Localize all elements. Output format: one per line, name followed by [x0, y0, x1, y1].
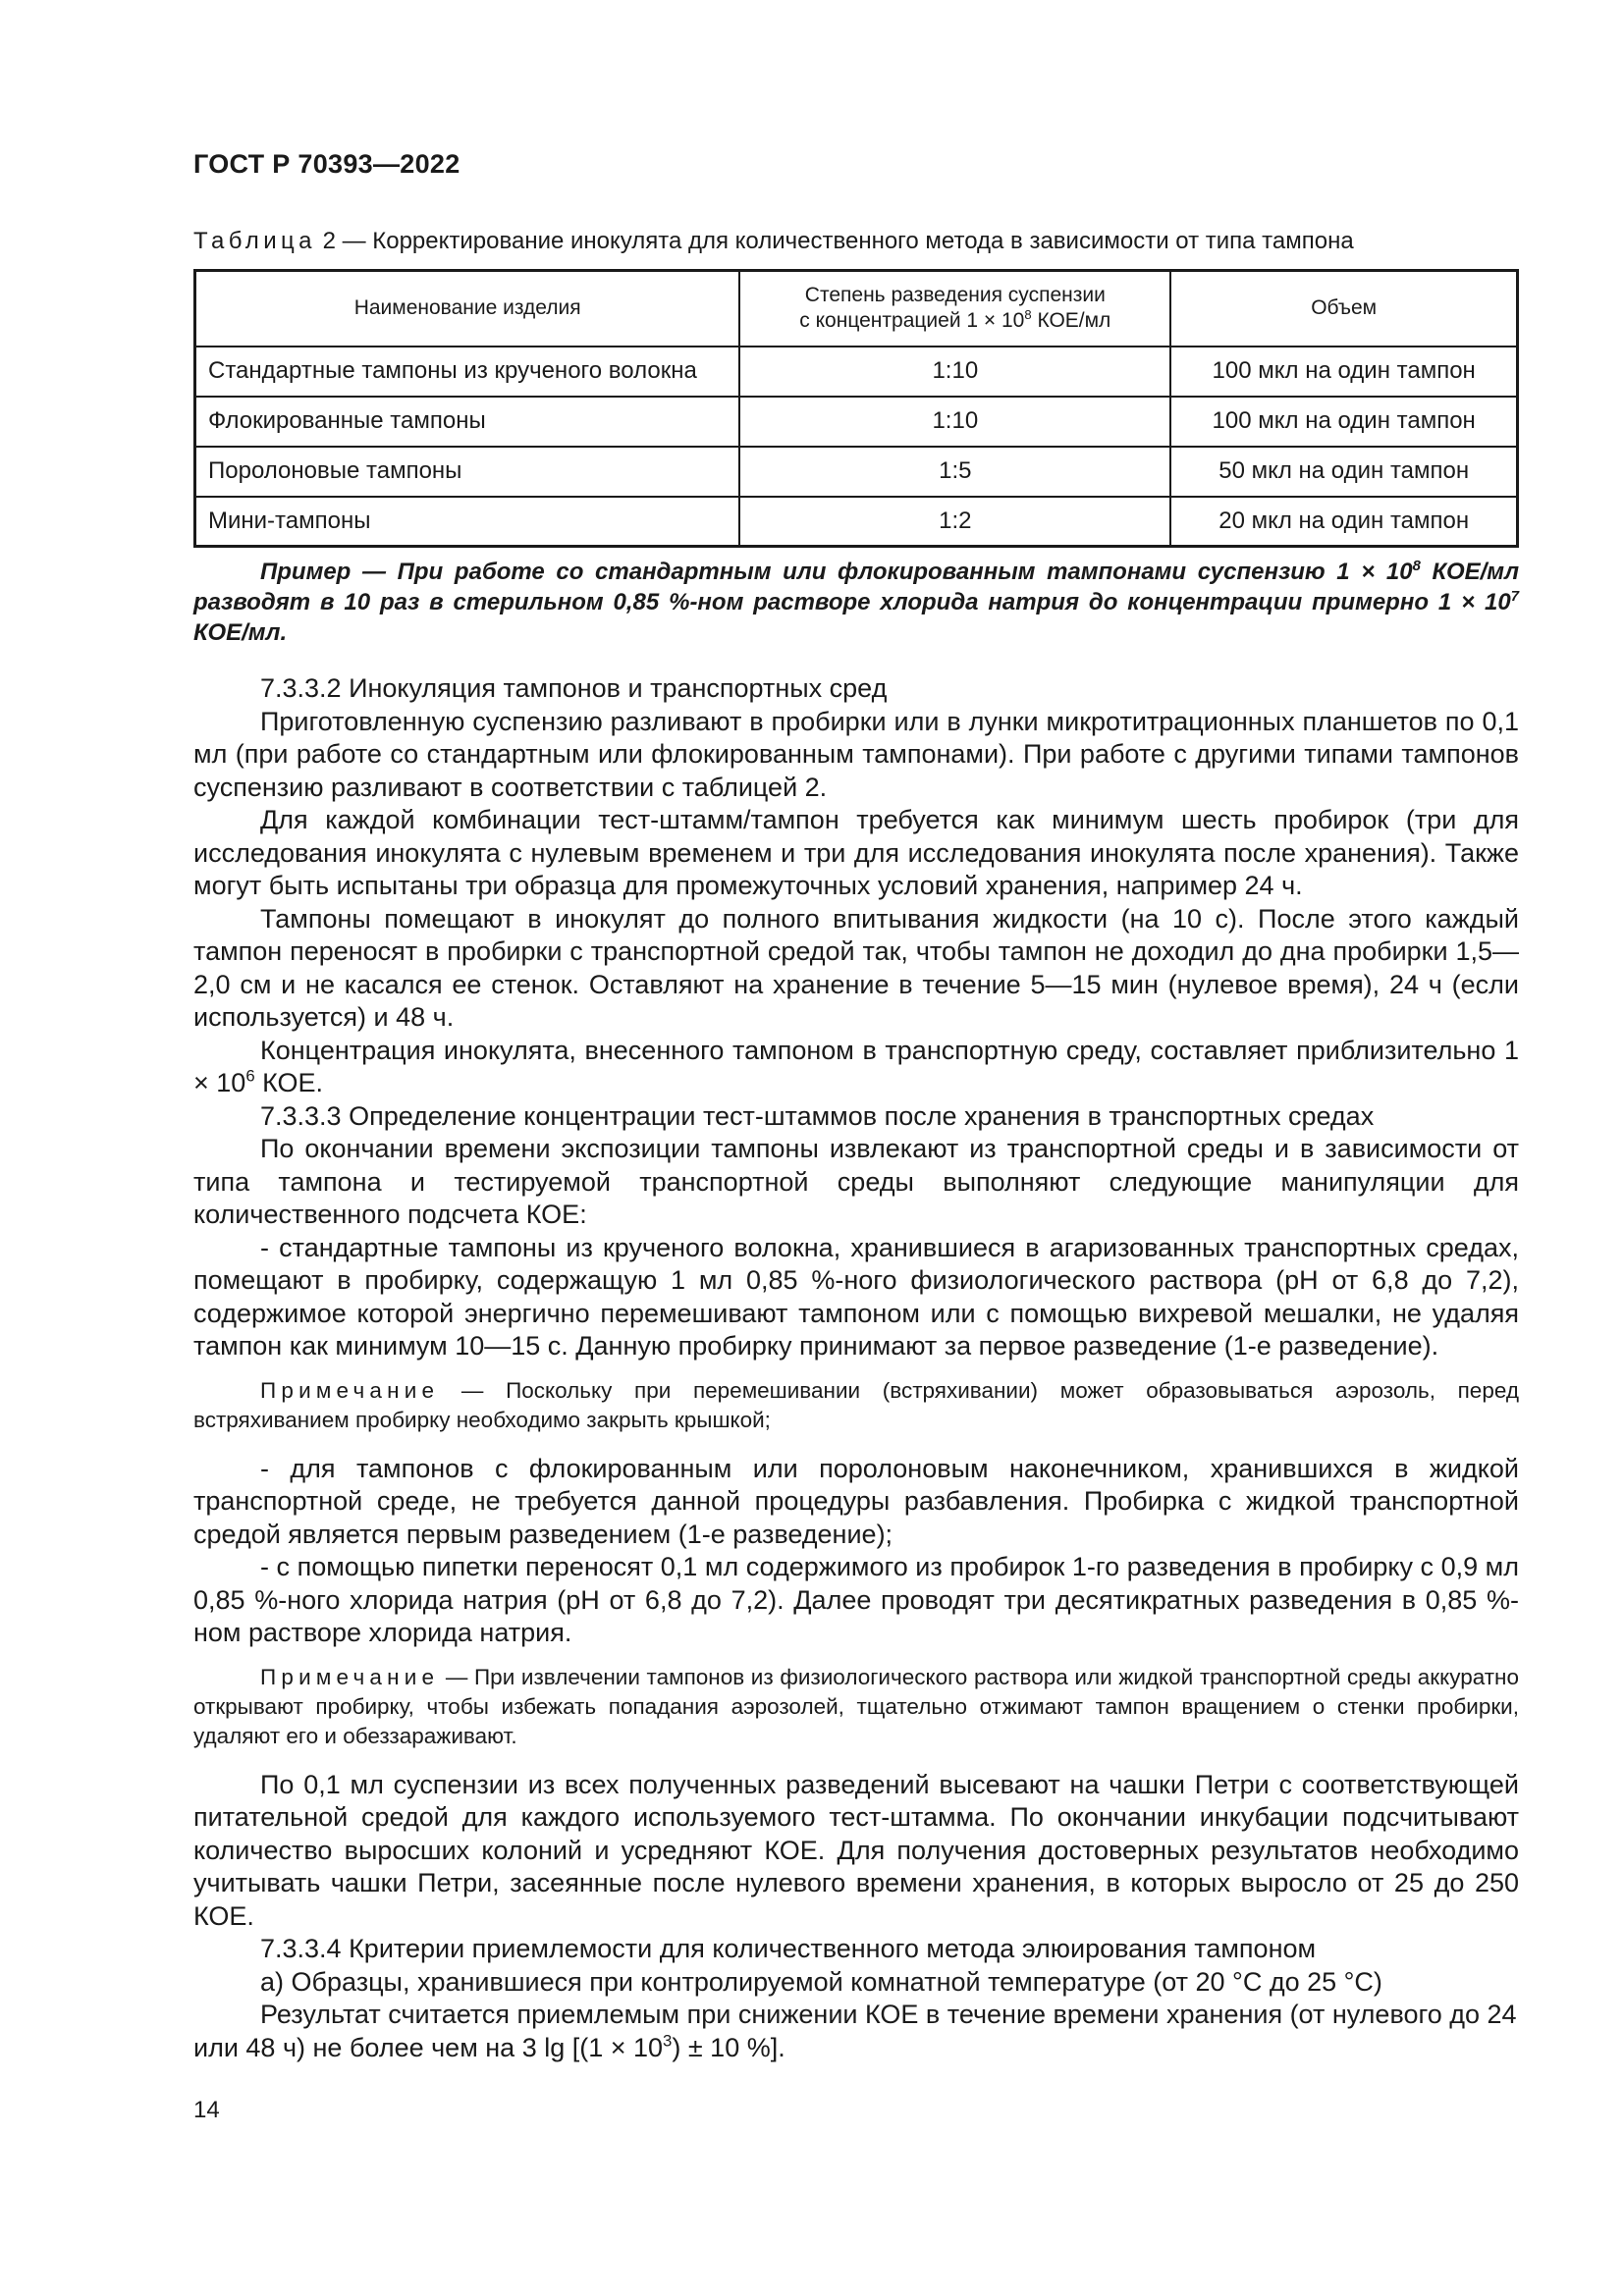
paragraph: По 0,1 мл суспензии из всех полученных разведений высевают на чашки Петри с соответствующей питательной средой для каждого используемого тест-штамма. По окончании инкубации подсчитывают количество выросших колоний и усредняют КОЕ. Для получения достоверных результатов необходимо учитывать чашки Петри, засеянные после нулевого времени хранения, в которых выросло от 25 до 250 КОЕ. [193, 1769, 1519, 1931]
header-volume: Объем [1170, 271, 1517, 347]
paragraph: По окончании времени экспозиции тампоны извлекают из транспортной среды и в зависимости от типа тампона и тестируемой транспортной среды выполняют следующие манипуляции для количественного подсчета КОЕ: [193, 1134, 1519, 1229]
cell-dilution: 1:10 [739, 347, 1170, 397]
table-row [195, 347, 1518, 397]
header-dilution-line2: с концентрацией 1 × 10 [799, 309, 1025, 333]
note [193, 1663, 1519, 1751]
cell-product-name: Мини-тампоны [195, 497, 740, 547]
note-label: Примечание [260, 1377, 440, 1403]
cell-dilution: 1:5 [739, 447, 1170, 497]
cell-product-name: Поролоновые тампоны [195, 447, 740, 497]
header-dilution-unit: КОЕ/мл [1031, 309, 1111, 333]
table-caption-label: Таблица [193, 228, 316, 254]
example-text [193, 557, 1519, 648]
cell-dilution: 1:10 [739, 397, 1170, 447]
note-text: — Поскольку при перемешивании (встряхивании) может образовываться аэрозоль, перед встряхиванием пробирку необходимо закрыть крышкой; [193, 1377, 1519, 1432]
table-header-row [195, 271, 1518, 347]
cell-volume: 50 мкл на один тампон [1170, 447, 1517, 497]
cell-volume: 100 мкл на один тампон [1170, 397, 1517, 447]
body-text [193, 672, 1519, 2064]
paragraph-part: КОЕ. [254, 1068, 324, 1097]
list-item: - для тампонов с флокированным или поролоновым наконечником, хранившихся в жидкой транспортной среде, не требуется данной процедуры разбавления. Пробирка с жидкой транспортной средой является первым разведением (1-е разведение); [193, 1453, 1519, 1549]
paragraph: Приготовленную суспензию разливают в пробирки или в лунки микротитрационных планшетов по 0,1 мл (при работе со стандартным или флокированным тампонами). При работе с другими типами тампонов суспензию разливают в соответствии с таблицей 2. [193, 706, 1519, 802]
example-part3: КОЕ/мл. [193, 619, 288, 646]
example-part1: Пример — При работе со стандартным или флокированным тампонами суспензию 1 × 10 [260, 559, 1413, 585]
cell-product-name: Флокированные тампоны [195, 397, 740, 447]
note-label: Примечание [260, 1664, 440, 1689]
header-dilution-line1: Степень разведения суспензии [804, 284, 1106, 307]
header-dilution [739, 271, 1170, 347]
cell-volume: 100 мкл на один тампон [1170, 347, 1517, 397]
example-part2: КОЕ/мл разводят в 10 раз в стерильном 0,85 %-ном растворе хлорида натрия до концентрации примерно 1 × 10 [193, 559, 1519, 615]
page-number: 14 [193, 2097, 220, 2123]
header-dilution-exponent: 8 [1024, 307, 1032, 323]
table-row [195, 397, 1518, 447]
paragraph-part: Результат считается приемлемым при снижении КОЕ в течение времени хранения (от нулевого до 24 или 48 ч) не более чем на 3 lg [(1 × 10 [193, 2000, 1517, 2062]
section-7-3-3-3-title: 7.3.3.3 Определение концентрации тест-штаммов после хранения в транспортных средах [260, 1100, 1375, 1131]
paragraph-part: ) ± 10 %]. [672, 2032, 785, 2062]
paragraph [193, 1035, 1519, 1100]
section-7-3-3-2-title: 7.3.3.2 Инокуляция тампонов и транспортных сред [260, 673, 888, 703]
example-exponent-2: 7 [1510, 588, 1519, 605]
table-row [195, 447, 1518, 497]
note [193, 1376, 1519, 1435]
table-caption [193, 228, 1519, 255]
document-header: ГОСТ Р 70393—2022 [193, 149, 460, 179]
section-7-3-3-4-title: 7.3.3.4 Критерии приемлемости для количественного метода элюирования тампоном [260, 1934, 1317, 1963]
paragraph-part: Концентрация инокулята, внесенного тампоном в транспортную среду, составляет приблизительно 1 × 10 [193, 1035, 1519, 1097]
cell-volume: 20 мкл на один тампон [1170, 497, 1517, 547]
cell-dilution: 1:2 [739, 497, 1170, 547]
paragraph: Для каждой комбинации тест-штамм/тампон требуется как минимум шесть пробирок (три для исследования инокулята с нулевым временем и три для исследования инокулята после хранения). Также могут быть испытаны три образца для промежуточных условий хранения, например 24 ч. [193, 805, 1519, 900]
paragraph [193, 1999, 1519, 2064]
exponent: 6 [245, 1066, 255, 1086]
list-item: - с помощью пипетки переносят 0,1 мл содержимого из пробирок 1-го разведения в пробирку с 0,9 мл 0,85 %-ного хлорида натрия (pH от 6,8 до 7,2). Далее проводят три десятикратных разведения в 0,85 %-ном растворе хлорида натрия. [193, 1552, 1519, 1647]
paragraph: а) Образцы, хранившиеся при контролируемой комнатной температуре (от 20 °С до 25 °С) [260, 1966, 1382, 1997]
note-text: — При извлечении тампонов из физиологического раствора или жидкой транспортной среды аккуратно открывают пробирку, чтобы избежать попадания аэрозолей, тщательно отжимают тампон вращением о стенки пробирки, удаляют его и обеззараживают. [193, 1664, 1519, 1748]
dilution-table [193, 269, 1519, 548]
list-item: - стандартные тампоны из крученого волокна, хранившиеся в агаризованных транспортных средах, помещают в пробирку, содержащую 1 мл 0,85 %-ного физиологического раствора (pH от 6,8 до 7,2), содержимое которой энергично перемешивают тампоном или с помощью вихревой мешалки, не удаляя тампон как минимум 10—15 с. Данную пробирку принимают за первое разведение (1-е разведение). [193, 1232, 1519, 1361]
example-block [193, 557, 1519, 648]
example-exponent-1: 8 [1412, 558, 1421, 574]
header-product-name: Наименование изделия [195, 271, 740, 347]
table-caption-text: 2 — Корректирование инокулята для количественного метода в зависимости от типа тампона [315, 228, 1354, 254]
table-row [195, 497, 1518, 547]
cell-product-name: Стандартные тампоны из крученого волокна [195, 347, 740, 397]
paragraph: Тампоны помещают в инокулят до полного впитывания жидкости (на 10 с). После этого каждый тампон переносят в пробирки с транспортной средой так, чтобы тампон не доходил до дна пробирки 1,5—2,0 см и не касался ее стенок. Оставляют на хранение в течение 5—15 мин (нулевое время), 24 ч (если используется) и 48 ч. [193, 903, 1519, 1032]
exponent: 3 [663, 2031, 673, 2051]
